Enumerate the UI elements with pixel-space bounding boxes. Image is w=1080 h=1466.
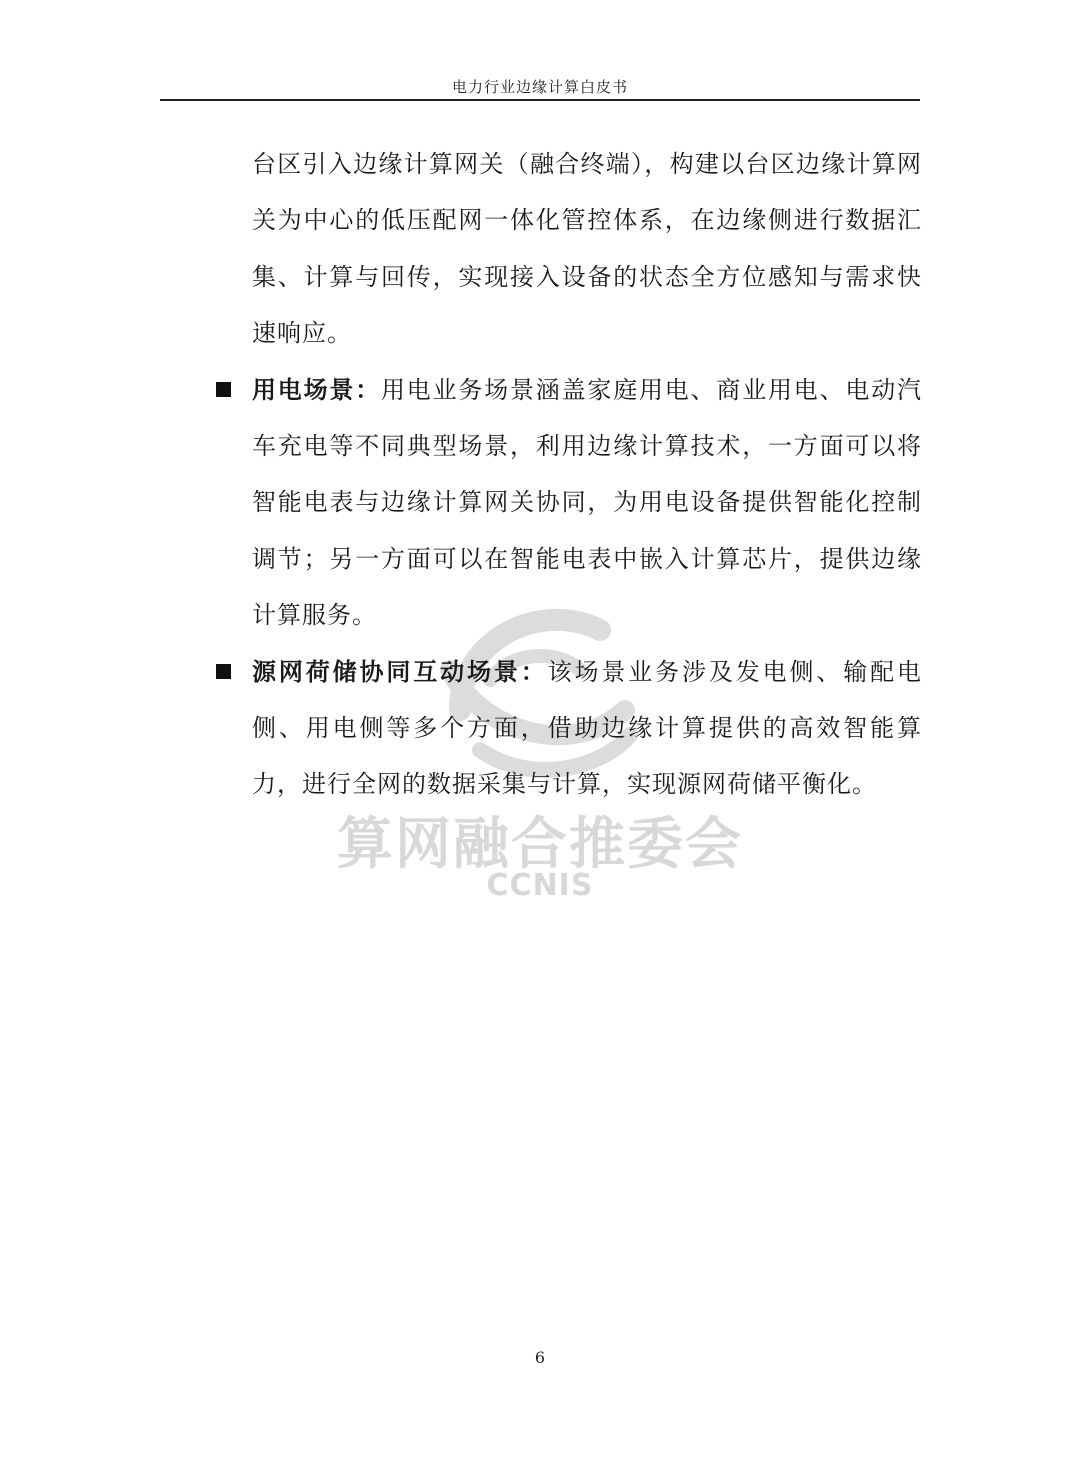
bullet-paragraph (252, 362, 922, 644)
bullet-title: 用电场景： (252, 374, 381, 404)
bullet-text: 该场景业务涉及发电侧、输配电侧、用电侧等多个方面，借助边缘计算提供的高效智能算力，进行全网的数据采集与计算，实现源网荷储平衡化。 (252, 657, 922, 799)
bullet-item-power-usage (252, 362, 922, 644)
bullet-title: 源网荷储协同互动场景： (252, 656, 548, 686)
bullet-item-source-grid-load-storage (252, 644, 922, 813)
bullet-paragraph (252, 644, 922, 813)
page-body (252, 136, 922, 813)
watermark-text: 算网融合推委会 (337, 812, 743, 877)
page-number: 6 (534, 1348, 546, 1367)
square-bullet-icon (216, 382, 231, 397)
bullet-text: 用电业务场景涵盖家庭用电、商业用电、电动汽车充电等不同典型场景，利用边缘计算技术，一方面可以将智能电表与边缘计算网关协同，为用电设备提供智能化控制调节；另一方面可以在智能电表中嵌入计算芯片，提供边缘计算服务。 (252, 375, 922, 630)
watermark-subtext: CCNIS (486, 868, 594, 903)
square-bullet-icon (216, 664, 231, 679)
running-header: 电力行业边缘计算白皮书 (451, 78, 628, 96)
intro-paragraph: 台区引入边缘计算网关（融合终端），构建以台区边缘计算网关为中心的低压配网一体化管控体系，在边缘侧进行数据汇集、计算与回传，实现接入设备的状态全方位感知与需求快速响应。 (252, 150, 922, 348)
header-divider (160, 99, 920, 101)
